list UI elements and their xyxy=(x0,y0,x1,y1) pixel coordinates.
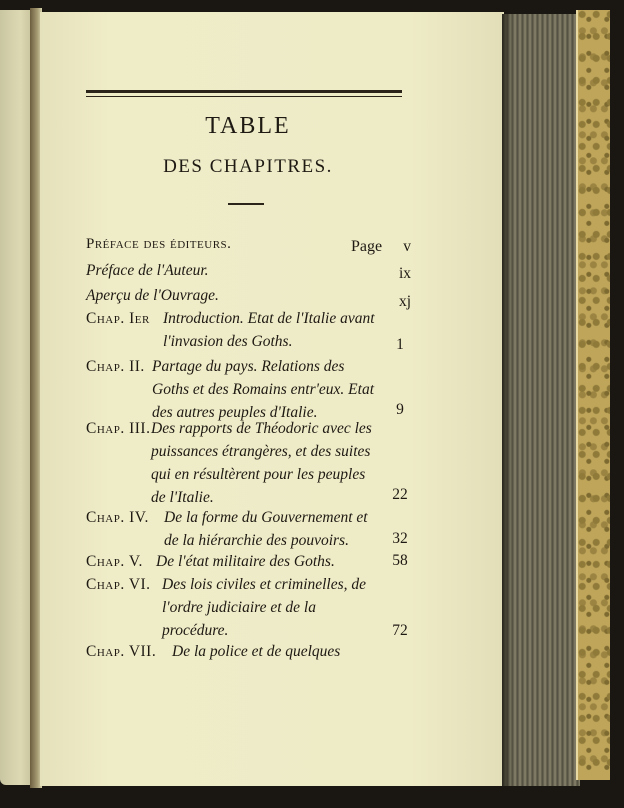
toc-entry-preface-editeurs xyxy=(86,232,411,256)
toc-page-number: xj xyxy=(398,293,411,310)
toc-chapter-5 xyxy=(86,550,406,573)
toc-page-number: v xyxy=(403,238,411,255)
chapter-page-number: 58 xyxy=(392,552,408,569)
page-edges xyxy=(502,14,580,786)
page-word: Page xyxy=(351,238,383,255)
toc-entry-apercu xyxy=(86,284,411,310)
chapter-title: Partage du pays. Relations des Goths et des Romains entr'eux. Etat des autres peuples d'Italie. xyxy=(152,358,375,421)
toc-chapter-3 xyxy=(86,417,386,506)
chapter-title: De l'état militaire des Goths. xyxy=(156,553,335,570)
toc-chapter-6 xyxy=(86,573,386,639)
page-edge-shadow xyxy=(502,14,512,786)
chapter-page-number: 22 xyxy=(392,486,408,503)
chapter-label: Chap. II. xyxy=(86,358,145,375)
left-page-edge xyxy=(0,10,34,785)
chapter-page-number: 9 xyxy=(396,401,404,418)
toc-chapter-1 xyxy=(86,307,386,350)
chapter-label: Chap. IV. xyxy=(86,509,149,526)
toc-entry-text: Préface de l'Auteur. xyxy=(86,262,209,279)
chapter-title: De la police et de quelques xyxy=(172,643,341,660)
chapter-label: Chap. III. xyxy=(86,420,151,437)
chapter-title: Des lois civiles et criminelles, de l'ordre judiciaire et de la procédure. xyxy=(162,576,367,639)
chapter-label: Chap. VI. xyxy=(86,576,151,593)
toc-chapter-7 xyxy=(86,640,406,663)
title-divider xyxy=(228,203,264,205)
chapter-label: Chap. Ier xyxy=(86,310,150,327)
toc-chapter-2 xyxy=(86,355,386,421)
toc-entry-text: Aperçu de l'Ouvrage. xyxy=(86,287,219,304)
chapter-page-number: 32 xyxy=(392,530,408,547)
chapter-label: Chap. VII. xyxy=(86,643,157,660)
chapter-title: Introduction. Etat de l'Italie avant l'invasion des Goths. xyxy=(163,310,375,350)
book-cover xyxy=(578,10,610,780)
chapter-title: Des rapports de Théodoric avec les puissances étrangères, et des suites qui en résultèrent pour les peuples de l'Italie. xyxy=(151,420,372,506)
chapter-page-number: 72 xyxy=(392,622,408,639)
toc-entry-label: Préface des éditeurs. xyxy=(86,236,232,252)
toc-chapter-4 xyxy=(86,506,386,549)
top-rule xyxy=(86,90,402,97)
toc-page-number: ix xyxy=(398,265,411,282)
chapter-label: Chap. V. xyxy=(86,553,143,570)
chapter-title: De la forme du Gouvernement et de la hiérarchie des pouvoirs. xyxy=(164,509,368,549)
page-title: TABLE xyxy=(205,113,291,139)
toc-entry-preface-auteur xyxy=(86,259,411,282)
chapter-page-number: 1 xyxy=(396,336,404,353)
page-subtitle: DES CHAPITRES. xyxy=(163,156,333,177)
